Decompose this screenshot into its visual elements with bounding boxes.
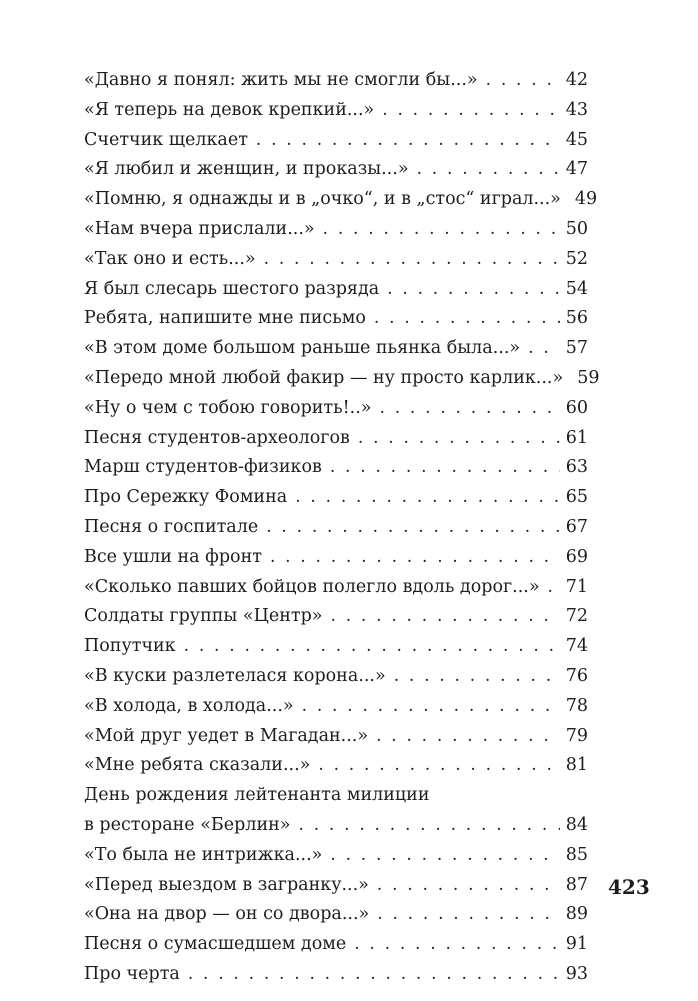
toc-entry-title: «Помню, я однажды и в „очко“, и в „стос“ играл...» [84,189,561,210]
toc-entry-title-line1: День рождения лейтенанта милиции [84,785,430,806]
toc-entry [84,275,588,305]
toc-entry [84,334,588,364]
dot-leader [264,245,560,275]
toc-entry-title: «Так оно и есть...» [84,248,256,269]
toc-entry-page: 67 [565,516,588,537]
toc-entry [84,215,588,245]
toc-entry-title: Солдаты группы «Центр» [84,606,323,627]
toc-entry [84,304,588,334]
dot-leader [270,543,560,573]
toc-entry-title: «Я теперь на девок крепкий...» [84,99,375,120]
toc-entry [84,483,588,513]
dot-leader [299,811,560,841]
toc-entry-title: «Давно я понял: жить мы не смогли бы...» [84,70,478,90]
toc-entry-second-line [84,811,588,841]
toc-entry-title: «Я любил и женщин, и проказы...» [84,159,409,180]
dot-leader [330,841,559,871]
toc-entry-page: 42 [565,70,588,90]
dot-leader [323,215,560,245]
toc-entry-page: 89 [565,904,588,925]
toc-entry-title: «Она на двор — он со двора...» [84,904,370,925]
toc-entry [84,453,588,483]
toc-entry [84,930,588,960]
toc-entry-title: «Ну о чем с тобою говорить!..» [84,397,372,418]
toc-entry [84,722,588,752]
toc-entry-title: Марш студентов-физиков [84,457,322,478]
toc-entry-title: «В холода, в холода...» [84,695,294,716]
toc-entry-title: «Передо мной любой факир — ну просто карлик...» [84,367,564,388]
toc-entry [84,900,588,930]
toc-entry [84,692,588,722]
toc-entry-page: 85 [565,844,588,865]
toc-entry-title: Песня о госпитале [84,516,259,537]
toc-entry [84,96,588,126]
toc-entry-title: «Мой друг уедет в Магадан...» [84,725,369,746]
dot-leader [302,692,560,722]
toc-entry-page: 71 [565,576,588,597]
dot-leader [528,334,560,364]
dot-leader [184,632,560,662]
dot-leader [486,66,560,96]
dot-leader [295,483,560,513]
dot-leader [548,573,560,603]
toc-entry-page: 47 [565,159,588,180]
toc-entry-page: 54 [565,278,588,299]
toc-entry-title: «Мне ребята сказали...» [84,755,311,776]
dot-leader [354,930,560,960]
toc-entry [84,66,588,96]
dot-leader [380,394,560,424]
dot-leader [377,871,560,901]
toc-entry-page: 72 [565,606,588,627]
toc-entry-page: 91 [565,934,588,955]
toc-entry-title: Песня о сумасшедшем доме [84,934,347,955]
toc-entry-page: 60 [565,397,588,418]
toc-entry-page: 45 [565,129,588,150]
toc-entry-title: Ребята, напишите мне письмо [84,308,366,329]
toc-entry [84,513,588,543]
toc-entry-page: 84 [565,814,588,835]
toc-entry-title: Все ушли на фронт [84,546,262,567]
toc-entry-title: «Перед выездом в загранку...» [84,874,369,895]
toc-entry-page: 52 [565,248,588,269]
dot-leader [387,275,560,305]
toc-entry-title: Про Сережку Фомина [84,487,288,508]
dot-leader [318,751,559,781]
toc-entry-title: «В этом доме большом раньше пьянка была...» [84,338,521,359]
toc-entry-page: 74 [565,636,588,657]
toc-entry [84,960,588,990]
dot-leader [374,304,560,334]
toc-entry [84,632,588,662]
table-of-contents [84,66,600,990]
toc-entry-page: 49 [574,189,598,210]
toc-entry-page: 56 [565,308,588,329]
dot-leader [377,900,559,930]
toc-entry-title: Я был слесарь шестого разряда [84,278,380,299]
toc-entry [84,871,588,901]
toc-entry-page: 87 [565,874,588,895]
toc-entry-page: 43 [565,99,588,120]
toc-entry [84,573,588,603]
toc-entry [84,841,588,871]
toc-entry-title: «Сколько павших бойцов полегло вдоль дорог...» [84,576,540,597]
page-number: 423 [608,875,650,899]
dot-leader [358,424,560,454]
dot-leader [266,513,560,543]
toc-entry-title: Попутчик [84,636,176,657]
dot-leader [330,453,560,483]
toc-entry-title: Про черта [84,963,180,984]
toc-entry-title: Песня студентов-археологов [84,427,350,448]
toc-entry-page: 78 [565,695,588,716]
toc-entry [84,751,588,781]
toc-entry-page: 59 [577,367,600,388]
dot-leader [417,155,560,185]
toc-entry-page: 57 [565,338,588,359]
toc-entry [84,662,588,692]
toc-entry-title: Счетчик щелкает [84,129,248,150]
toc-entry-title: «В куски разлетелася корона...» [84,665,386,686]
toc-entry-page: 50 [565,218,588,239]
dot-leader [331,602,560,632]
toc-entry [84,543,588,573]
toc-entry [84,424,588,454]
toc-entry [84,364,600,394]
toc-entry-title: «То была не интрижка...» [84,844,323,865]
toc-entry-page: 61 [565,427,588,448]
toc-entry-page: 81 [565,755,588,776]
toc-entry [84,126,588,156]
toc-entry-page: 76 [565,665,588,686]
dot-leader [188,960,560,990]
toc-entry [84,185,598,215]
toc-entry-page: 65 [565,487,588,508]
toc-entry-title: «Нам вчера прислали...» [84,218,315,239]
dot-leader [382,96,559,126]
toc-entry [84,245,588,275]
toc-entry-title-line2: в ресторане «Берлин» [84,814,291,835]
toc-entry [84,602,588,632]
toc-entry-page: 69 [565,546,588,567]
toc-entry [84,155,588,185]
toc-entry-page: 93 [565,963,588,984]
dot-leader [394,662,560,692]
dot-leader [256,126,560,156]
toc-entry [84,394,588,424]
toc-entry-page: 63 [565,457,588,478]
toc-entry-page: 79 [565,725,588,746]
dot-leader [376,722,560,752]
toc-entry-two-line [84,781,588,841]
